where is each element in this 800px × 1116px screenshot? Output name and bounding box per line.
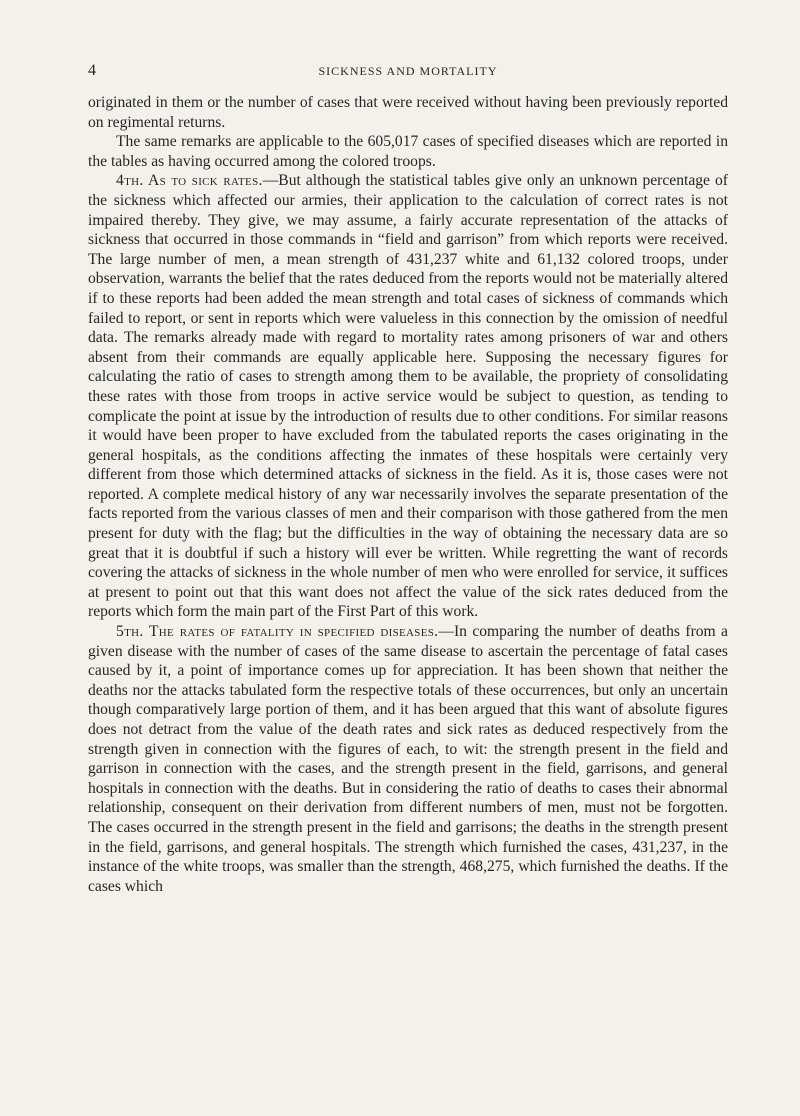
page-header bbox=[88, 62, 728, 82]
section-heading: 4th. As to sick rates. bbox=[116, 172, 263, 190]
section-sick-rates bbox=[88, 171, 728, 622]
paragraph-colored-troops bbox=[88, 132, 728, 171]
paragraph-text: —But although the statistical tables give only an unknown percentage of the sickness which affected our armies, their application to the calculation of correct rates is not impaired thereby. They give, we may assume, a fairly accurate representation of the attacks of sickness that occurred in those commands in “field and garrison” from which reports were received. The large number of men, a mean strength of 431,237 white and 61,132 colored troops, under observation, warrants the belief that the rates deduced from the reports would not be materially altered if to these reports had been added the mean strength and total cases of sickness of commands which failed to report, or sent in reports which were valueless in this connection by the omission of needful data. The remarks already made with regard to mortality rates among prisoners of war and others absent from their commands are equally applicable here. Supposing the necessary figures for calculating the ratio of cases to strength among them to be available, the propriety of consolidating these rates with those from troops in active service would be subject to question, as tending to complicate the point at issue by the introduction of results due to other conditions. For similar reasons it would have been proper to have excluded from the tabulated reports the cases originating in the general hospitals, as the conditions affecting the inmates of these hospitals were certainly very different from those which determined attacks of sickness in the field. As it is, those cases were not reported. A complete medical history of any war necessarily involves the separate presentation of the facts reported from the various classes of men and their comparison with those gathered from the men present for duty with the flag; but the difficulties in the way of obtaining the necessary data are so great that it is doubtful if such a history will ever be written. While regretting the want of records covering the attacks of sickness in the whole number of men who were enrolled for service, it suffices at present to point out that this want does not affect the value of the sick rates deduced from the reports which form the main part of the First Part of this work. bbox=[88, 172, 728, 621]
paragraph-text: The same remarks are applicable to the 605,017 cases of specified diseases which are reported in the tables as having occurred among the colored troops. bbox=[88, 133, 728, 170]
paragraph-text: originated in them or the number of cases that were received without having been previously reported on regimental returns. bbox=[88, 94, 728, 131]
paragraph-text: —In comparing the number of deaths from a given disease with the number of cases of the same disease to ascertain the percentage of fatal cases caused by it, a point of importance comes up for appreciation. It has been shown that neither the deaths nor the attacks tabulated form the respective totals of these occurrences, but only an uncertain though comparatively large portion of them, and it has been argued that this want of absolute figures does not detract from the value of the death rates and sick rates as deduced respectively from the strength given in connection with the figures of each, to wit: the strength present in the field and garrison in connection with the cases, and the strength present in the field, garrisons, and general hospitals in connection with the deaths. But in considering the ratio of deaths to cases their abnormal relationship, consequent on their derivation from different numbers of men, must not be forgotten. The cases occurred in the strength present in the field and garrisons; the deaths in the strength present in the field, garrisons, and general hospitals. The strength which furnished the cases, 431,237, in the instance of the white troops, was smaller than the strength, 468,275, which furnished the deaths. If the cases which bbox=[88, 623, 728, 895]
page-number: 4 bbox=[88, 62, 96, 79]
running-head: SICKNESS AND MORTALITY bbox=[318, 64, 498, 78]
section-fatality-rates bbox=[88, 622, 728, 896]
paragraph-continuation bbox=[88, 93, 728, 132]
section-heading: 5th. The rates of fatality in specified diseases. bbox=[116, 623, 439, 641]
body-text bbox=[88, 93, 728, 896]
